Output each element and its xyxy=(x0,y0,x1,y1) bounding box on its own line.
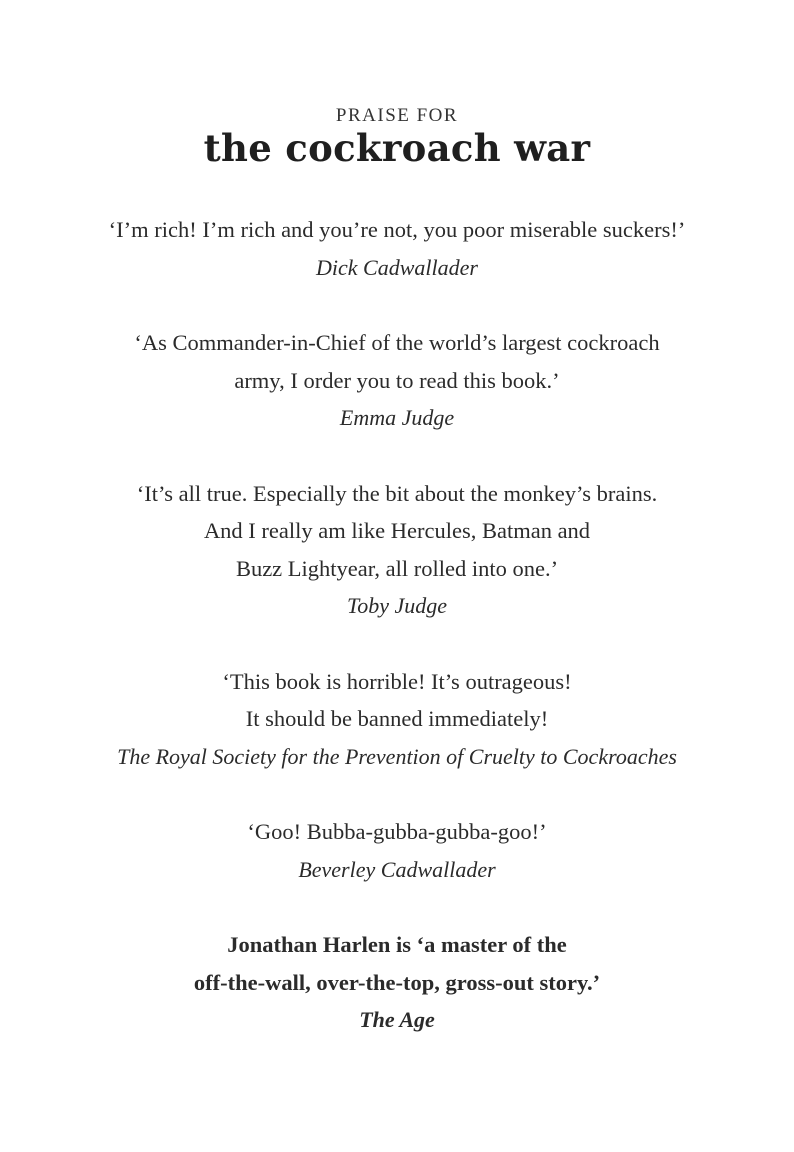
closing-line: Jonathan Harlen is ‘a master of the xyxy=(227,932,567,957)
quote-attribution: Toby Judge xyxy=(346,593,447,618)
quote-attribution: Dick Cadwallader xyxy=(316,254,478,280)
quote-line: ‘Goo! Bubba-gubba-gubba-goo!’ xyxy=(247,819,547,844)
quote-line: And I really am like Hercules, Batman and xyxy=(203,518,591,543)
blurb xyxy=(60,663,734,776)
quote-attribution: Beverley Cadwallader xyxy=(298,856,496,882)
quote-attribution: Emma Judge xyxy=(339,405,455,430)
quote-line: ‘As Commander-in-Chief of the world’s largest cockroach xyxy=(134,330,660,355)
closing-blurb xyxy=(60,926,734,1039)
quote-line: ‘This book is horrible! It’s outrageous! xyxy=(222,668,572,694)
closing-attribution: The Age xyxy=(359,1007,435,1032)
quote-attribution: The Royal Society for the Prevention of Cruelty to Cockroaches xyxy=(117,743,677,769)
blurb xyxy=(60,475,734,625)
book-title: the cockroach war xyxy=(203,126,591,170)
praise-quotes xyxy=(60,211,734,1077)
quote-line: ‘I’m rich! I’m rich and you’re not, you poor miserable suckers!’ xyxy=(108,217,686,242)
blurb xyxy=(60,324,734,437)
quote-line: ‘It’s all true. Especially the bit about the monkey’s brains. xyxy=(136,480,658,506)
blurb xyxy=(60,211,734,286)
praise-for-label: PRAISE FOR xyxy=(335,105,459,126)
quote-line: Buzz Lightyear, all rolled into one.’ xyxy=(235,555,559,581)
quote-line: army, I order you to read this book.’ xyxy=(234,367,560,393)
closing-line: off-the-wall, over-the-top, gross-out story.’ xyxy=(193,969,601,995)
quote-line: It should be banned immediately! xyxy=(245,706,549,731)
blurb xyxy=(60,813,734,888)
